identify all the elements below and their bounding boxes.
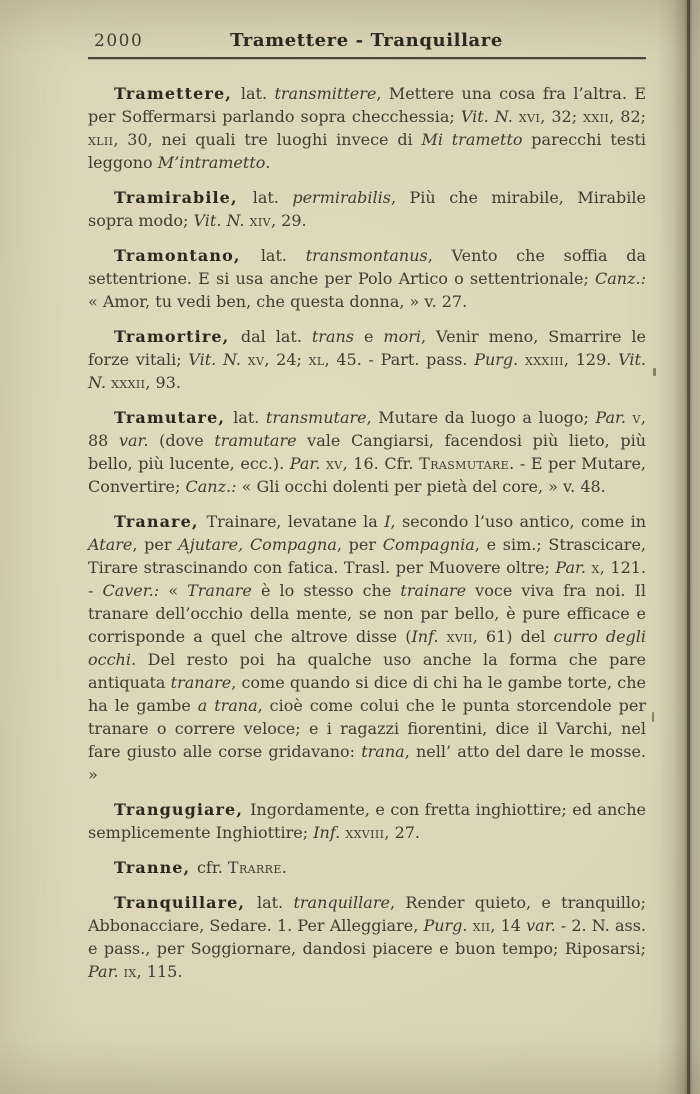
scan-artifact — [653, 368, 656, 376]
dictionary-entry-tranare: Tranare, Trainare, levatane la I, secondo l’uso antico, come in Atare, per Ajutare, Compagna, per Compagnia, e sim.; Strascicare, Tirare strascinando con fatica. Trasl. per Muovere oltre; Par. x, 121. - Caver.: « Tranare è lo stesso che trainare voce viva fra noi. Il tranare dell’occhio della mente, se non par bello, è pure efficace e corrisponde a quel che altrove disse (Inf. xvii, 61) del curro degli occhi. Del resto poi ha qualche uso anche la forma che pare antiquata tranare, come quando si dice di chi ha le gambe torte, che ha le gambe a trana, cioè come colui che le punta storcendole per tranare o correre veloce; e i ragazzi fiorentini, dice il Varchi, nel fare giusto alle corse gridavano: trana, nell’ atto del dare le mosse. » — [88, 512, 647, 784]
dictionary-entry-tramettere: Tramettere, lat. transmittere, Mettere una cosa fra l’altra. E per Soffermarsi parlando sopra checchessia; Vit. N. xvi, 32; xxii, 82; xlii, 30, nei quali tre luoghi invece di Mi trametto parecchi testi leggono M’intrametto. — [88, 84, 647, 172]
dictionary-entry-tramontano: Tramontano, lat. transmontanus, Vento che soffia da settentrione. E si usa anche per Polo Artico o settentrionale; Canz.: « Amor, tu vedi ben, che questa donna, » v. 27. — [88, 246, 646, 311]
book-gutter-line — [687, 0, 690, 1094]
page-number: 2000 — [94, 31, 144, 51]
dictionary-entry-tranquillare: Tranquillare, lat. tranquillare, Render quieto, e tranquillo; Abbonacciare, Sedare. 1. Per Alleggiare, Purg. xii, 14 var. - 2. N. ass. e pass., per Soggiornare, dandosi piacere e buon tempo; Riposarsi; Par. ix, 115. — [88, 893, 647, 981]
book-gutter-shadow — [658, 0, 700, 1094]
dictionary-entry-tramirabile: Tramirabile, lat. permirabilis, Più che mirabile, Mirabile sopra modo; Vit. N. xiv, 29. — [88, 188, 646, 230]
dictionary-entry-tranne: Tranne, cfr. Trarre. — [114, 858, 287, 877]
header-rule — [88, 57, 646, 59]
scan-artifact — [652, 712, 654, 722]
running-title: Tramettere - Tranquillare — [230, 30, 503, 51]
entries — [88, 82, 646, 995]
dictionary-entry-tramutare: Tramutare, lat. transmutare, Mutare da luogo a luogo; Par. v, 88 var. (dove tramutare vale Cangiarsi, facendosi più lieto, più bello, più lucente, ecc.). Par. xv, 16. Cfr. Trasmutare. - E per Mutare, Convertire; Canz.: « Gli occhi dolenti per pietà del core, » v. 48. — [88, 408, 647, 496]
page-header — [88, 30, 645, 54]
dictionary-entry-tramortire: Tramortire, dal lat. trans e mori, Venir meno, Smarrire le forze vitali; Vit. N. xv, 24; xl, 45. - Part. pass. Purg. xxxiii, 129. Vit. N. xxxii, 93. — [88, 327, 646, 392]
dictionary-entry-trangugiare: Trangugiare, Ingordamente, e con fretta inghiottire; ed anche semplicemente Inghiottire; Inf. xxviii, 27. — [88, 800, 646, 842]
